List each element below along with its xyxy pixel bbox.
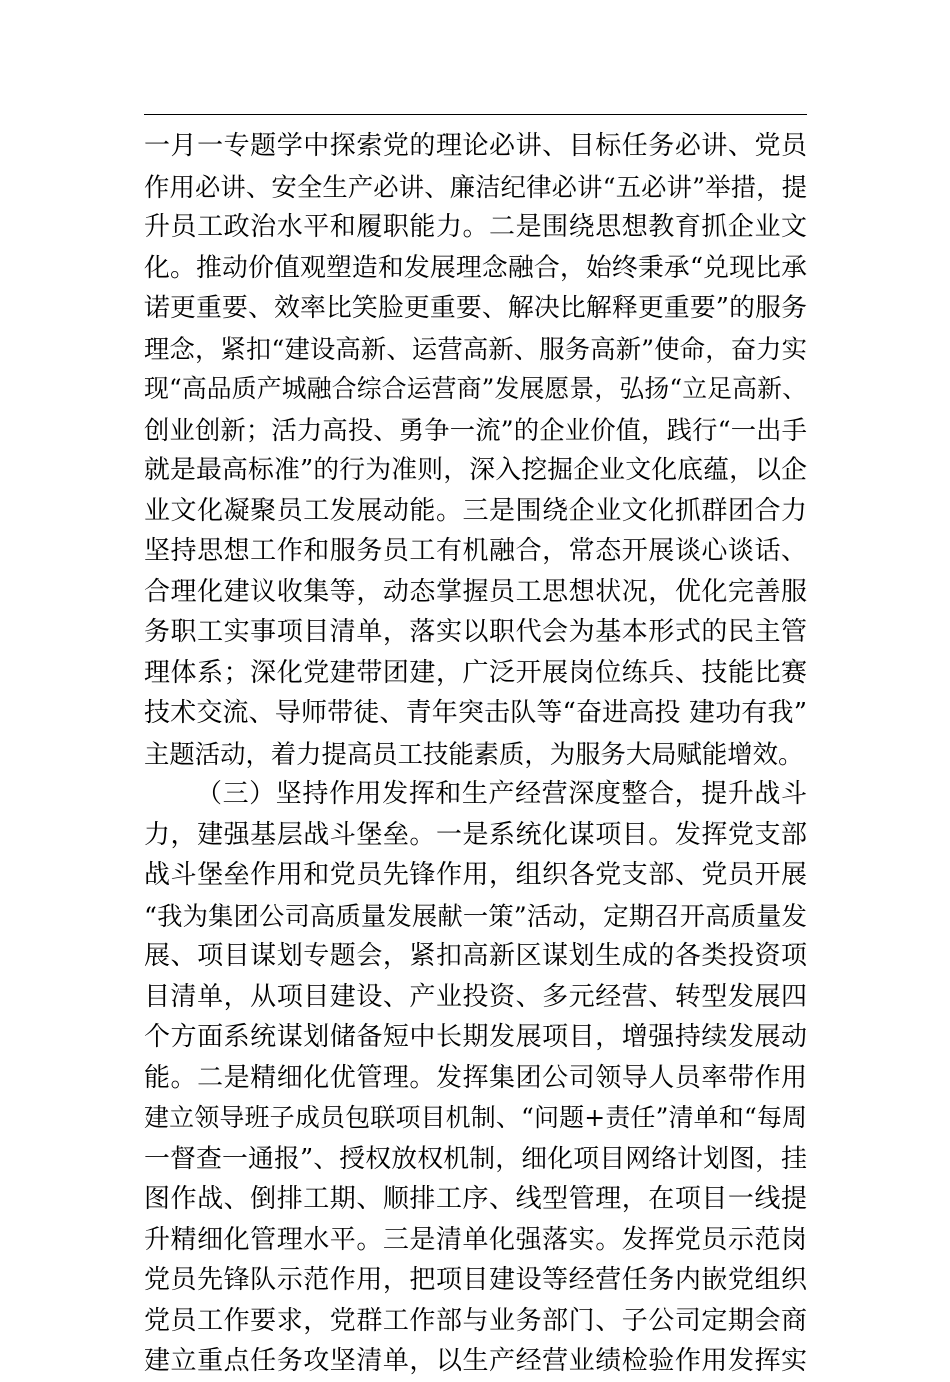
text-line: 图作战、倒排工期、顺排工序、线型管理，在项目一线提 (144, 1184, 807, 1214)
text-line: 党员先锋队示范作用，把项目建设等经营任务内嵌党组织 (144, 1265, 807, 1295)
text-line: 现“高品质产城融合综合运营商”发展愿景，弘扬“立足高新、 (144, 374, 807, 403)
text-line: 党员工作要求，党群工作部与业务部门、子公司定期会商 (144, 1305, 807, 1336)
text-line: 务职工实事项目清单，落实以职代会为基本形式的民主管 (144, 617, 807, 647)
text-line: 创业创新；活力高投、勇争一流”的企业价值，践行“一出手 (144, 414, 807, 445)
text-line: 目清单，从项目建设、产业投资、多元经营、转型发展四 (144, 981, 807, 1012)
text-line: 诺更重要、效率比笑脸更重要、解决比解释更重要”的服务 (144, 293, 807, 323)
text-line: 就是最高标准”的行为准则，深入挖掘企业文化底蕴，以企 (144, 455, 807, 485)
text-line: 能。二是精细化优管理。发挥集团公司领导人员率带作用 (144, 1062, 807, 1093)
text-line: 力，建强基层战斗堡垒。一是系统化谋项目。发挥党支部 (144, 819, 807, 850)
section-heading-line: （三）坚持作用发挥和生产经营深度整合，提升战斗 (196, 779, 807, 809)
text-line: 战斗堡垒作用和党员先锋作用，组织各党支部、党员开展 (144, 860, 807, 890)
text-line: “我为集团公司高质量发展献一策”活动，定期召开高质量发 (144, 900, 807, 931)
text-line: 坚持思想工作和服务员工有机融合，常态开展谈心谈话、 (144, 536, 807, 566)
text-line: 化。推动价值观塑造和发展理念融合，始终秉承“兑现比承 (144, 252, 807, 283)
text-line: 作用必讲、安全生产必讲、廉洁纪律必讲“五必讲”举措，提 (144, 171, 807, 202)
text-line: 建立重点任务攻坚清单，以生产经营业绩检验作用发挥实 (144, 1346, 807, 1376)
text-line: 理念，紧扣“建设高新、运营高新、服务高新”使命，奋力实 (144, 333, 807, 364)
paragraph-last-line: 主题活动，着力提高员工技能素质，为服务大局赋能增效。 (144, 738, 804, 769)
header-rule (144, 114, 807, 115)
text-line: 技术交流、导师带徒、青年突击队等“奋进高投 建功有我” (144, 698, 807, 728)
text-line: 建立领导班子成员包联项目机制、“问题+责任”清单和“每周 (144, 1103, 807, 1132)
text-line: 合理化建议收集等，动态掌握员工思想状况，优化完善服 (144, 576, 807, 607)
text-line: 展、项目谋划专题会，紧扣高新区谋划生成的各类投资项 (144, 941, 807, 971)
text-line: 理体系；深化党建带团建，广泛开展岗位练兵、技能比赛 (144, 657, 807, 688)
text-line: 升员工政治水平和履职能力。二是围绕思想教育抓企业文 (144, 212, 807, 242)
text-line: 业文化凝聚员工发展动能。三是围绕企业文化抓群团合力 (144, 495, 807, 526)
text-line: 个方面系统谋划储备短中长期发展项目，增强持续发展动 (144, 1022, 807, 1052)
text-line: 一月一专题学中探索党的理论必讲、目标任务必讲、党员 (144, 131, 807, 161)
document-body (144, 126, 807, 1382)
text-line: 一督查一通报”、授权放权机制，细化项目网络计划图，挂 (144, 1143, 807, 1174)
text-line: 升精细化管理水平。三是清单化强落实。发挥党员示范岗 (144, 1224, 807, 1255)
